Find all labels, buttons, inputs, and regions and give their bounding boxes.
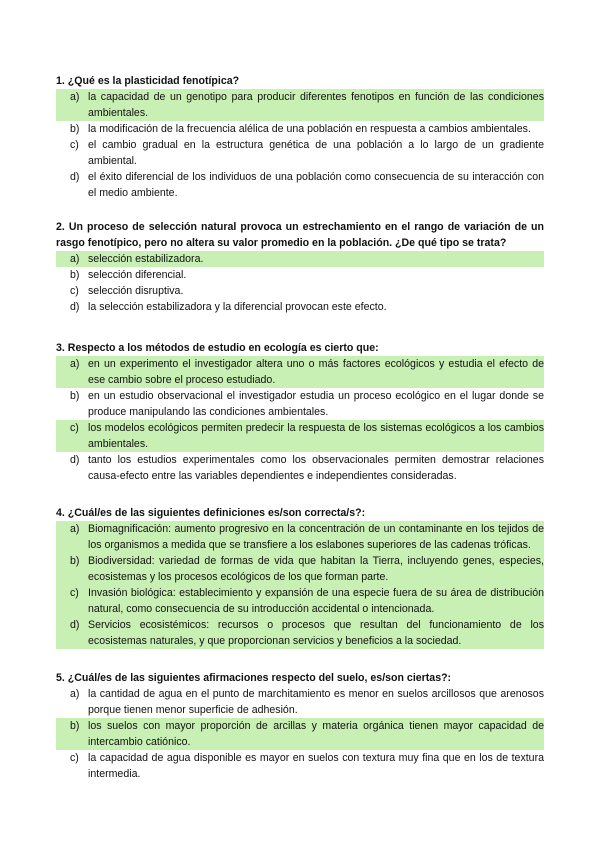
question-2: [56, 219, 544, 315]
option-5c: c) la capacidad de agua disponible es mayor en suelos con textura muy fina que en los de textura intermedia.: [70, 752, 544, 780]
question-1: [56, 73, 544, 201]
question-title: 4. ¿Cuál/es de las siguientes definiciones es/son correcta/s?:: [56, 507, 366, 519]
option-5b: b) los suelos con mayor proporción de arcillas y materia orgánica tienen mayor capacidad de intercambio catiónico.: [56, 718, 544, 750]
option-4a: a) Biomagnificación: aumento progresivo en la concentración de un contaminante en los tejidos de los organismos a medida que se transfiere a los eslabones superiores de las cadenas tróficas.: [56, 521, 544, 553]
option-3c: c) los modelos ecológicos permiten predecir la respuesta de los sistemas ecológicos a los cambios ambientales.: [56, 420, 544, 452]
option-2b: b) selección diferencial.: [70, 269, 187, 281]
option-4b: b) Biodiversidad: variedad de formas de vida que habitan la Tierra, incluyendo genes, especies, ecosistemas y los procesos ecológicos de los que forman parte.: [56, 553, 544, 585]
option-2d: d) la selección estabilizadora y la diferencial provocan este efecto.: [70, 301, 387, 313]
question-3: [56, 340, 544, 484]
option-1b: b) la modificación de la frecuencia alélica de una población en respuesta a cambios ambientales.: [70, 123, 531, 135]
question-4: [56, 505, 544, 649]
option-3d: d) tanto los estudios experimentales como los observacionales permiten demostrar relaciones causa-efecto entre las variables dependientes e independientes consideradas.: [70, 454, 544, 482]
question-5: [56, 670, 544, 782]
option-3b: b) en un estudio observacional el investigador estudia un proceso ecológico en el lugar donde se produce manipulando las condiciones ambientales.: [70, 390, 544, 418]
option-3a: a) en un experimento el investigador altera uno o más factores ecológicos y estudia el efecto de ese cambio sobre el proceso estudiado.: [56, 356, 544, 388]
question-title: 2. Un proceso de selección natural provoca un estrechamiento en el rango de variación de un rasgo fenotípico, pero no altera su valor promedio en la población. ¿De qué tipo se trata?: [56, 221, 544, 249]
question-title: 1. ¿Qué es la plasticidad fenotípica?: [56, 75, 240, 87]
option-1c: c) el cambio gradual en la estructura genética de una población a lo largo de un gradiente ambiental.: [70, 139, 544, 167]
option-2c: c) selección disruptiva.: [70, 285, 184, 297]
question-title: 5. ¿Cuál/es de las siguientes afirmaciones respecto del suelo, es/son ciertas?:: [56, 672, 452, 684]
option-1d: d) el éxito diferencial de los individuos de una población como consecuencia de su interacción con el medio ambiente.: [70, 171, 544, 199]
option-2a: a) selección estabilizadora.: [56, 251, 544, 267]
option-4c: c) Invasión biológica: establecimiento y expansión de una especie fuera de su área de distribución natural, como consecuencia de su introducción accidental o intencionada.: [56, 585, 544, 617]
question-title: 3. Respecto a los métodos de estudio en ecología es cierto que:: [56, 342, 379, 354]
option-4d: d) Servicios ecosistémicos: recursos o procesos que resultan del funcionamiento de los ecosistemas naturales, y que proporcionan servicios y beneficios a la sociedad.: [56, 617, 544, 649]
option-5a: a) la cantidad de agua en el punto de marchitamiento es menor en suelos arcillosos que arenosos porque tienen menor superficie de adhesión.: [70, 688, 544, 716]
option-1a: a) la capacidad de un genotipo para producir diferentes fenotipos en función de las condiciones ambientales.: [56, 89, 544, 121]
